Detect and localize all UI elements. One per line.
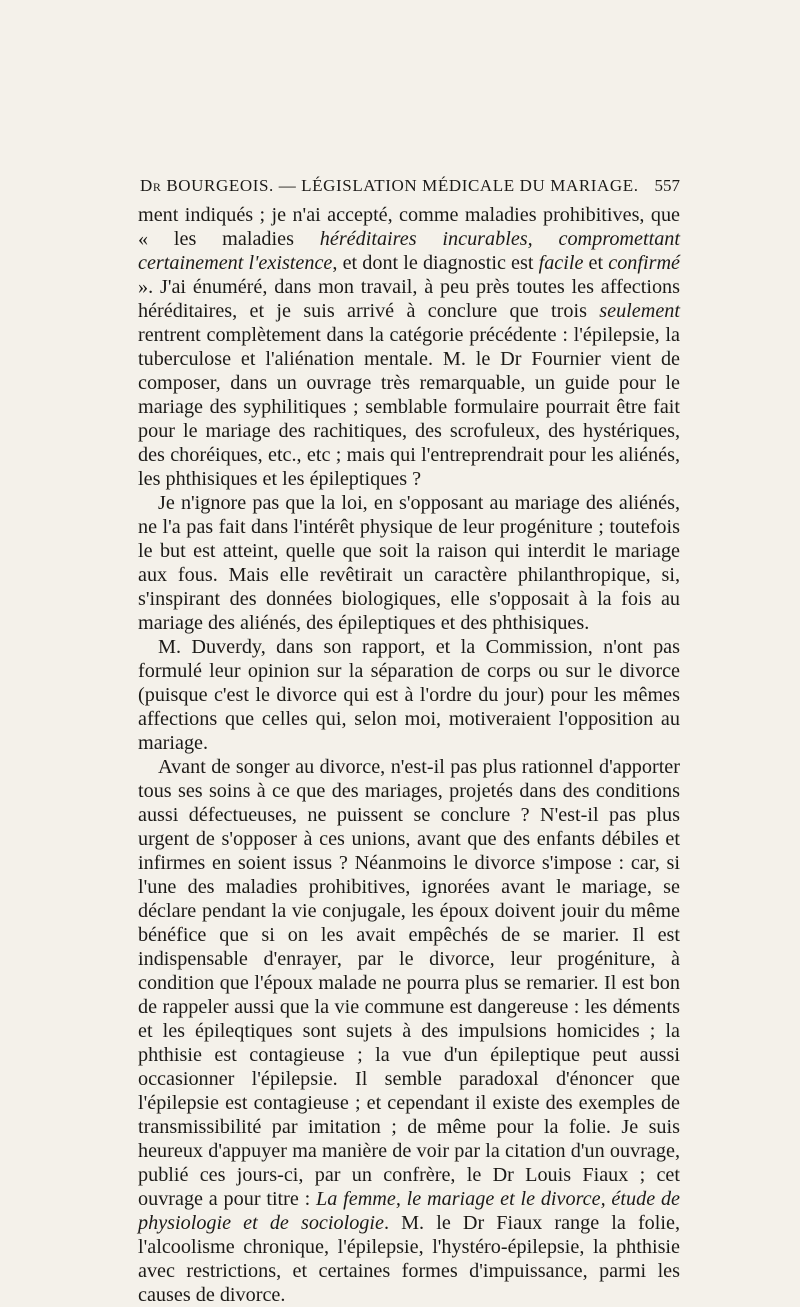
text-run: rentrent complètement dans la catégorie précédente : l'épilepsie, la tuberculose et l'aliénation mentale. M. le Dr Fournier vient de composer, dans un ouvrage très remarquable, un guide pour le mariage des syphilitiques ; semblable formulaire pourrait être fait pour le mariage des rachitiques, des scrofuleux, des hystériques, des choréiques, etc., etc ; mais qui l'entreprendrait pour les aliénés, les phthisiques et les épileptiques ?: [138, 324, 680, 490]
italic-text: héréditaires incurables, compromettant certainement l'existence: [138, 228, 680, 274]
text-run: . M. le Dr Fiaux range la folie, l'alcoolisme chronique, l'épilepsie, l'hystéro-épilepsie, la phthisie avec restrictions, et certaines formes d'impuissance, parmi les causes de divorce.: [138, 1212, 680, 1306]
text-run: ». J'ai énuméré, dans mon travail, à peu près toutes les affections héréditaires, et je suis arrivé à conclure que trois: [138, 276, 680, 322]
text-run: Avant de songer au divorce, n'est-il pas plus rationnel d'apporter tous ses soins à ce que des mariages, projetés dans des conditions aussi défectueuses, ne puissent se conclure ? N'est-il pas plus urgent de s'opposer à ces unions, avant que des enfants débiles et infirmes en soient issus ? Néanmoins le divorce s'impose : car, si l'une des maladies prohibitives, ignorées avant le mariage, se déclare pendant la vie conjugale, les époux doivent jouir du même bénéfice que si on les avait empêchés de se marier. Il est indispensable d'enrayer, par le divorce, leur progéniture, à condition que l'époux malade ne pourra plus se remarier. Il est bon de rappeler aussi que la vie commune est dangereuse : les déments et les épileqtiques sont sujets à des impulsions homicides ; la phthisie est contagieuse ; la vue d'un épileptique peut aussi occasionner l'épilepsie. Il semble paradoxal d'énoncer que l'épilepsie est contagieuse ; et cependant il existe des exemples de transmissibilité par imitation ; de même pour la folie. Je suis heureux d'appuyer ma manière de voir par la citation d'un ouvrage, publié ces jours-ci, par un confrère, le Dr Louis Fiaux ; cet ouvrage a pour titre :: [138, 756, 680, 1210]
italic-text: La femme, le mariage et le divorce, étude de physiologie et de sociologie: [138, 1188, 680, 1234]
italic-text: facile: [538, 252, 584, 274]
page-body: [138, 203, 680, 1307]
text-run: et: [583, 252, 609, 274]
text-run: Je n'ignore pas que la loi, en s'opposant au mariage des aliénés, ne l'a pas fait dans l'intérêt physique de leur progéniture ; toutefois le but est atteint, quelle que soit la raison qui interdit le mariage aux fous. Mais elle revêtirait un caractère philanthropique, si, s'inspirant des données biologiques, elle s'opposait à la fois au mariage des aliénés, des épileptiques et des phthisiques.: [138, 492, 680, 634]
text-run: ment indiqués ; je n'ai accepté, comme maladies prohibitives, que « les maladies: [138, 204, 680, 250]
italic-text: seulement: [599, 300, 680, 322]
paragraph-4: [138, 755, 680, 1307]
paragraph-2: [138, 491, 680, 635]
paragraph-1: [138, 203, 680, 491]
running-header: [140, 176, 680, 196]
text-run: , et dont le diagnostic est: [332, 252, 539, 274]
italic-text: confirmé: [608, 252, 681, 274]
paragraph-3: [138, 635, 680, 755]
page-number: 557: [654, 176, 680, 195]
text-run: M. Duverdy, dans son rapport, et la Commission, n'ont pas formulé leur opinion sur la séparation de corps ou sur le divorce (puisque c'est le divorce qui est à l'ordre du jour) pour les mêmes affections que celles qui, selon moi, motiveraient l'opposition au mariage.: [138, 636, 680, 754]
running-title: Dr BOURGEOIS. — LÉGISLATION MÉDICALE DU MARIAGE.: [140, 176, 639, 195]
